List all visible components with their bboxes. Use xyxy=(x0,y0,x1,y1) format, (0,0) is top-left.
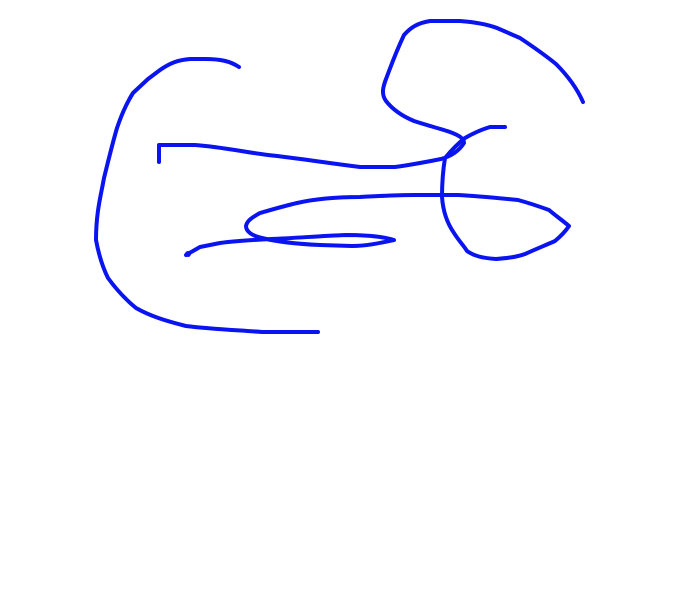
stroke-left-arc xyxy=(96,59,318,332)
stroke-hook-and-s-curve xyxy=(159,21,583,167)
stroke-right-loop xyxy=(186,127,569,259)
stroke-dot xyxy=(185,251,191,257)
